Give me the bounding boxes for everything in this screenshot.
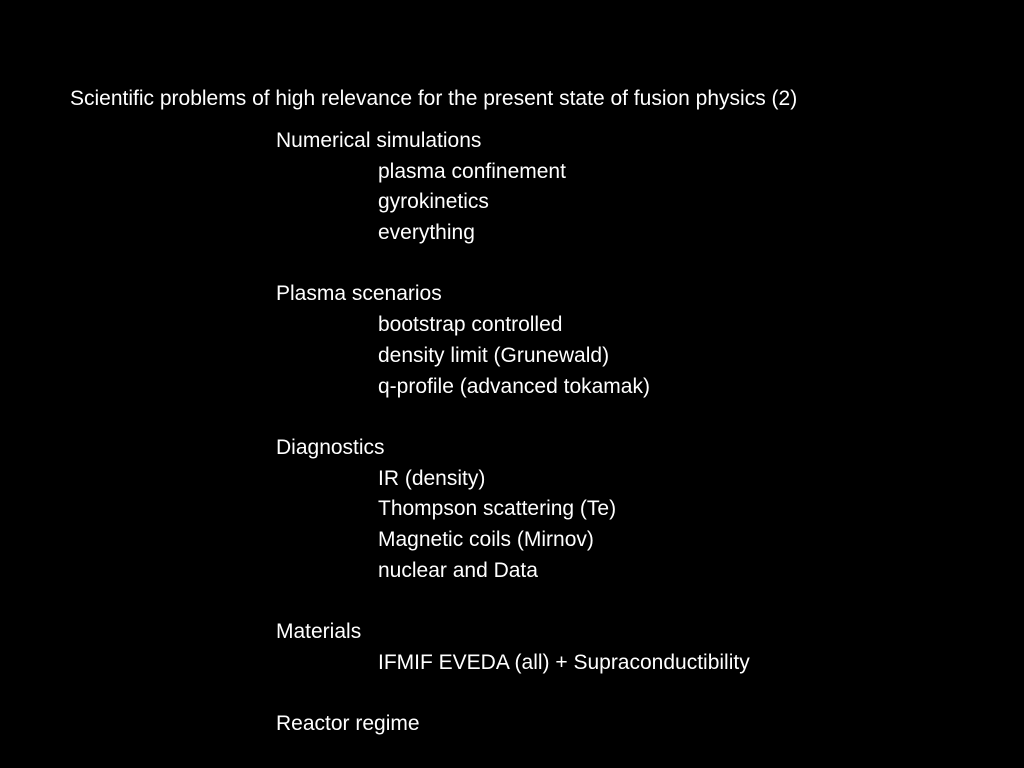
section-item: everything: [378, 221, 475, 245]
section-diagnostics: [276, 433, 750, 586]
section-numerical-simulations: [276, 126, 750, 249]
section-item: Thompson scattering (Te): [378, 497, 617, 521]
section-item: nuclear and Data: [378, 558, 538, 582]
slide-title: Scientific problems of high relevance for the present state of fusion physics (2): [70, 87, 798, 110]
section-heading: Plasma scenarios: [276, 282, 442, 306]
section-item: Magnetic coils (Mirnov): [378, 527, 594, 551]
section-heading: Numerical simulations: [276, 129, 482, 152]
section-materials: [276, 617, 750, 678]
section-reactor-regime: [276, 709, 750, 740]
section-item: IFMIF EVEDA (all) + Supraconductibility: [378, 650, 750, 674]
section-heading: Materials: [276, 620, 362, 643]
section-item: q-profile (advanced tokamak): [378, 374, 650, 398]
section-item: plasma confinement: [378, 159, 566, 183]
section-item: density limit (Grunewald): [378, 343, 610, 367]
section-item: gyrokinetics: [378, 190, 489, 214]
section-heading: Reactor regime: [276, 712, 420, 736]
topic-outline: [276, 126, 750, 740]
section-item: IR (density): [378, 466, 486, 490]
section-item: bootstrap controlled: [378, 313, 563, 337]
section-heading: Diagnostics: [276, 435, 385, 459]
section-plasma-scenarios: [276, 279, 750, 402]
